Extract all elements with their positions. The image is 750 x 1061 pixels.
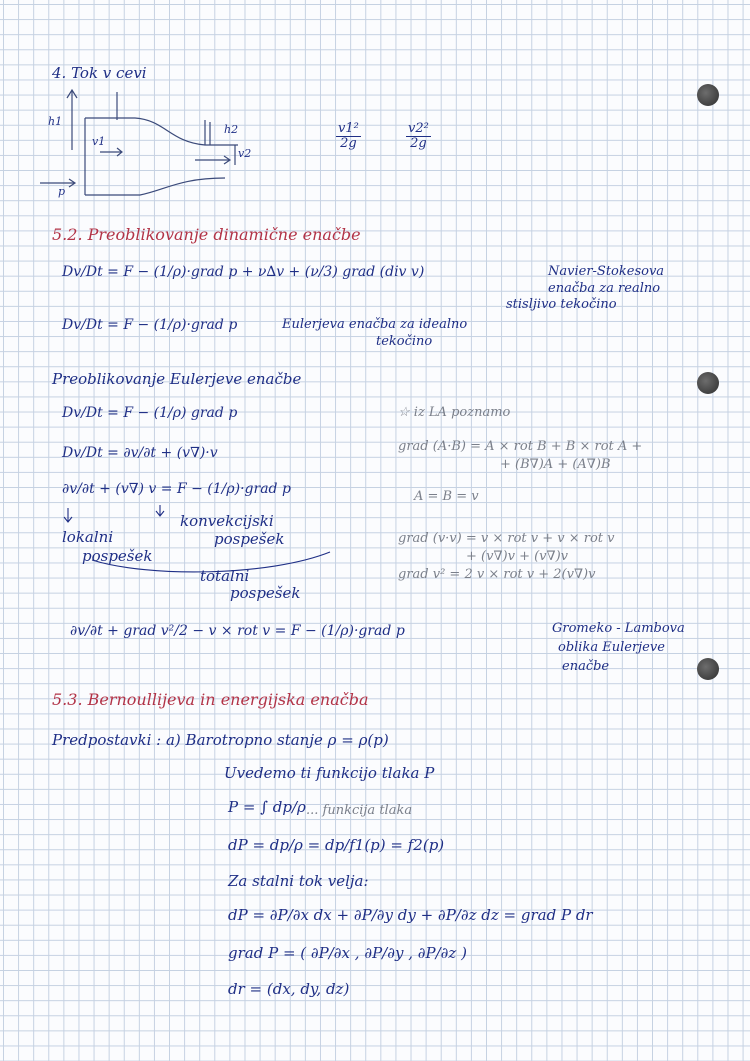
label-konv-2: pospešek: [214, 530, 285, 548]
gromeko-note-3: enačbe: [562, 659, 610, 674]
label-lok-1: lokalni: [62, 528, 114, 546]
pencil-line-2: + (B∇)A + (A∇)B: [500, 457, 611, 472]
gradient-line: grad P = ( ∂P/∂x , ∂P/∂y , ∂P/∂z ): [228, 944, 467, 962]
pressure-function-pencil: ... funkcija tlaka: [306, 803, 413, 818]
equation-c: ∂v/∂t + (v∇) v = F − (1/ρ)·grad p: [62, 481, 291, 497]
label-h1: h1: [48, 115, 63, 128]
pressure-function-line-2: P = ∫ dp/ρ: [228, 798, 306, 816]
pressure-function-line-3: dP = dp/ρ = dp/f1(p) = f2(p): [228, 836, 445, 854]
ns-note-1: Navier-Stokesova: [548, 264, 665, 279]
pencil-note: ☆ iz LA poznamo: [398, 405, 511, 420]
differential-line: dP = ∂P/∂x dx + ∂P/∂y dy + ∂P/∂z dz = grad P dr: [228, 906, 593, 924]
velocity-head-1-den: 2g: [340, 135, 357, 151]
pencil-line-1: grad (A·B) = A × rot B + B × rot A +: [398, 439, 643, 454]
euler-reform-subheading: Preoblikovanje Eulerjeve enačbe: [52, 370, 302, 388]
ns-note-2: enačba za realno: [548, 281, 661, 296]
steady-flow-line: Za stalni tok velja:: [228, 872, 369, 890]
navier-stokes-equation: Dv/Dt = F − (1/ρ)·grad p + ν∆v + (ν/3) grad (div v): [62, 264, 425, 280]
label-tot-2: pospešek: [230, 584, 301, 602]
pencil-line-4: grad (v·v) = v × rot v + v × rot v: [398, 531, 615, 546]
assumption-line: Predpostavki : a) Barotropno stanje ρ = ρ(p): [52, 731, 389, 749]
equation-a: Dv/Dt = F − (1/ρ) grad p: [62, 405, 238, 421]
equation-b: Dv/Dt = ∂v/∂t + (v∇)·v: [62, 445, 218, 461]
gromeko-lamb-equation: ∂v/∂t + grad v²/2 − v × rot v = F − (1/ρ)·grad p: [70, 623, 405, 639]
ns-note-3: stisljivo tekočino: [506, 297, 617, 312]
section-5-2-heading: 5.2. Preoblikovanje dinamične enačbe: [52, 225, 361, 244]
velocity-head-2-num: v2²: [408, 121, 429, 136]
euler-note-1: Eulerjeva enačba za idealno: [282, 317, 468, 332]
label-v2: v2: [238, 147, 252, 160]
section-4-title: 4. Tok v cevi: [52, 64, 147, 82]
pencil-line-5: + (v∇)v + (v∇)v: [466, 549, 569, 564]
velocity-head-2-den: 2g: [410, 135, 427, 151]
label-v1: v1: [92, 135, 106, 148]
label-konv-1: konvekcijski: [180, 512, 274, 530]
pencil-line-3: A = B = v: [414, 489, 479, 504]
pencil-line-6: grad v² = 2 v × rot v + 2(v∇)v: [398, 567, 596, 582]
gromeko-note-1: Gromeko - Lambova: [552, 621, 685, 636]
label-p: p: [58, 185, 66, 198]
euler-note-2: tekočino: [376, 334, 433, 349]
dr-line: dr = (dx, dy, dz): [228, 980, 350, 998]
euler-equation: Dv/Dt = F − (1/ρ)·grad p: [62, 317, 238, 333]
pressure-function-line-1: Uvedemo ti funkcijo tlaka P: [224, 764, 435, 782]
label-tot-1: totalni: [200, 567, 250, 585]
gromeko-note-2: oblika Eulerjeve: [558, 640, 665, 655]
velocity-head-1-num: v1²: [338, 121, 359, 136]
label-h2: h2: [224, 123, 239, 136]
label-lok-2: pospešek: [82, 547, 153, 565]
section-5-3-heading: 5.3. Bernoullijeva in energijska enačba: [52, 690, 369, 709]
